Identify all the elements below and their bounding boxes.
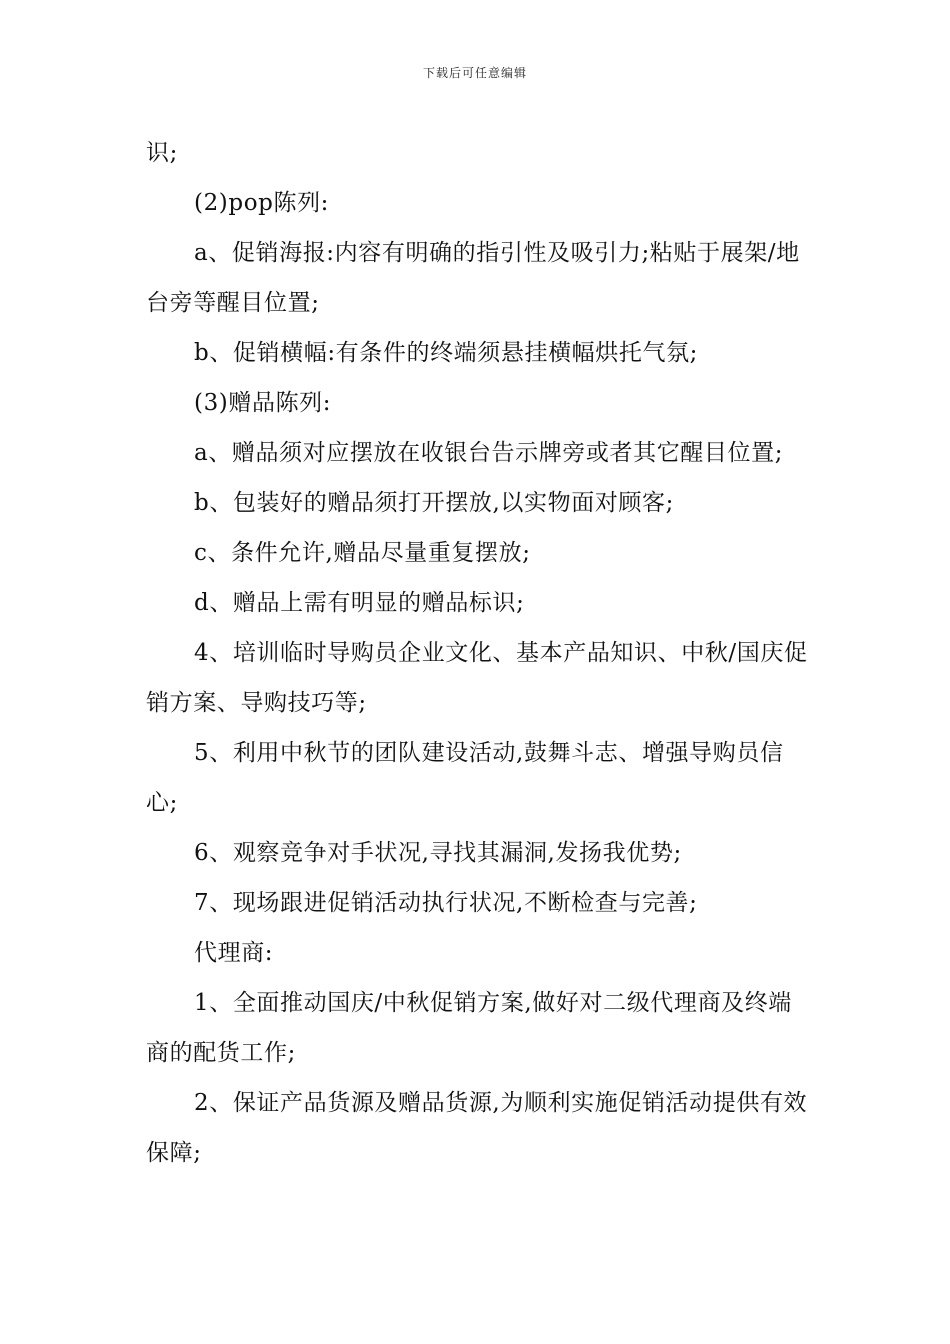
section-heading: (2)pop陈列: bbox=[194, 190, 330, 216]
list-item: b、包装好的赠品须打开摆放,以实物面对顾客; bbox=[194, 490, 674, 516]
list-item: 4、培训临时导购员企业文化、基本产品知识、中秋/国庆促销方案、导购技巧等; bbox=[146, 640, 808, 716]
list-item: c、条件允许,赠品尽量重复摆放; bbox=[194, 540, 531, 566]
section-heading: 代理商: bbox=[194, 940, 274, 966]
list-item: 7、现场跟进促销活动执行状况,不断检查与完善; bbox=[194, 890, 698, 916]
list-item: a、赠品须对应摆放在收银台告示牌旁或者其它醒目位置; bbox=[194, 440, 784, 466]
list-item: b、促销横幅:有条件的终端须悬挂横幅烘托气氛; bbox=[194, 340, 699, 366]
list-item: 5、利用中秋节的团队建设活动,鼓舞斗志、增强导购员信心; bbox=[146, 740, 784, 816]
list-item: 1、全面推动国庆/中秋促销方案,做好对二级代理商及终端商的配货工作; bbox=[146, 990, 792, 1066]
list-item: a、促销海报:内容有明确的指引性及吸引力;粘贴于展架/地台旁等醒目位置; bbox=[146, 240, 800, 316]
list-item: d、赠品上需有明显的赠品标识; bbox=[194, 590, 525, 616]
list-item: 6、观察竞争对手状况,寻找其漏洞,发扬我优势; bbox=[194, 840, 682, 866]
list-item: 2、保证产品货源及赠品货源,为顺利实施促销活动提供有效保障; bbox=[146, 1090, 808, 1166]
page-header: 下载后可任意编辑 bbox=[422, 66, 527, 80]
section-heading: (3)赠品陈列: bbox=[194, 390, 332, 416]
document-body bbox=[146, 128, 810, 1178]
paragraph: 识; bbox=[146, 140, 178, 166]
